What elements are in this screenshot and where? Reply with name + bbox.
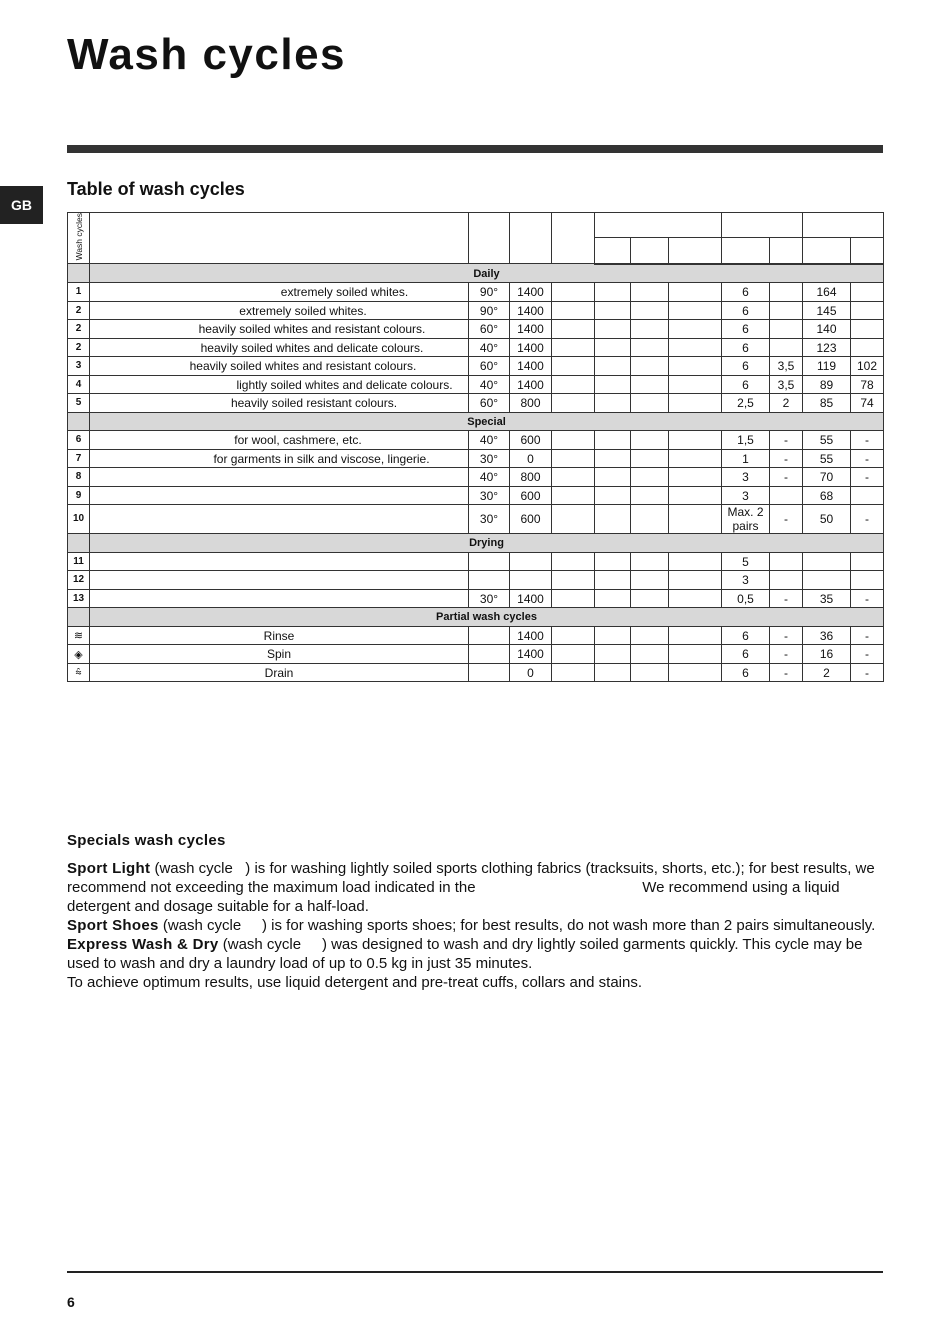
table-cell <box>770 301 803 320</box>
table-cell: 3 <box>722 468 770 487</box>
table-cell <box>631 486 669 505</box>
table-cell: 6 <box>722 338 770 357</box>
table-cell: - <box>851 589 884 608</box>
cycle-description <box>90 552 469 571</box>
page-number: 6 <box>67 1294 75 1310</box>
table-cell <box>469 552 510 571</box>
table-cell: 60° <box>469 357 510 376</box>
table-cell: 1400 <box>510 357 552 376</box>
table-cell: 600 <box>510 431 552 450</box>
table-cell <box>631 571 669 590</box>
table-cell: 55 <box>803 431 851 450</box>
header-temperature <box>469 213 510 264</box>
group-row <box>68 264 884 283</box>
table-cell <box>631 283 669 302</box>
cycle-number: 9 <box>68 486 90 505</box>
table-cell: 1400 <box>510 301 552 320</box>
table-cell: 2 <box>770 394 803 413</box>
table-cell <box>669 505 722 534</box>
group-row <box>68 534 884 553</box>
table-row <box>68 301 884 320</box>
table-body <box>68 264 884 682</box>
table-cell: - <box>851 449 884 468</box>
header-prewash <box>595 238 631 264</box>
table-cell: - <box>770 468 803 487</box>
table-row <box>68 468 884 487</box>
table-cell: 40° <box>469 375 510 394</box>
cycle-description: extremely soiled whites. <box>90 283 469 302</box>
table-cell <box>595 357 631 376</box>
table-row <box>68 663 884 682</box>
table-cell <box>770 486 803 505</box>
table-cell: 119 <box>803 357 851 376</box>
sport-shoes-text: (wash cycle ) is for washing sports shoes; for best results, do not wash more than 2 pairs simultaneously. <box>158 917 876 934</box>
table-cell <box>631 357 669 376</box>
table-cell <box>669 338 722 357</box>
table-cell <box>552 394 595 413</box>
table-cell <box>595 486 631 505</box>
table-cell: - <box>851 505 884 534</box>
table-cell: 1400 <box>510 320 552 339</box>
header-spin-speed <box>510 213 552 264</box>
table-cell <box>552 320 595 339</box>
table-cell <box>595 449 631 468</box>
header-cycle-duration <box>803 213 884 238</box>
table-cell <box>552 357 595 376</box>
table-cell <box>552 283 595 302</box>
cycle-number: 4 <box>68 375 90 394</box>
cycle-description: extremely soiled whites. <box>90 301 469 320</box>
table-cell: 40° <box>469 338 510 357</box>
table-cell <box>631 468 669 487</box>
cycle-number: 10 <box>68 505 90 534</box>
table-row <box>68 552 884 571</box>
table-cell: 1400 <box>510 589 552 608</box>
cycle-description: heavily soiled whites and resistant colours. <box>90 320 469 339</box>
table-cell <box>803 571 851 590</box>
rinse-icon <box>68 626 90 645</box>
header-load-dry <box>770 238 803 264</box>
table-cell: 6 <box>722 283 770 302</box>
table-cell: - <box>851 468 884 487</box>
table-cell <box>552 505 595 534</box>
table-cell <box>851 283 884 302</box>
table-cell: 6 <box>722 301 770 320</box>
table-cell: 60° <box>469 320 510 339</box>
table-cell <box>851 301 884 320</box>
table-cell <box>669 357 722 376</box>
table-cell <box>552 589 595 608</box>
table-cell <box>631 645 669 664</box>
table-cell: 55 <box>803 449 851 468</box>
table-cell <box>631 301 669 320</box>
table-cell <box>669 301 722 320</box>
specials-text <box>67 859 883 992</box>
table-row <box>68 571 884 590</box>
table-cell: 123 <box>803 338 851 357</box>
table-cell <box>595 320 631 339</box>
table-cell <box>669 589 722 608</box>
table-cell <box>552 626 595 645</box>
table-cell: 0,5 <box>722 589 770 608</box>
table-cell: 74 <box>851 394 884 413</box>
table-cell <box>770 552 803 571</box>
table-cell: 0 <box>510 449 552 468</box>
table-cell: 6 <box>722 645 770 664</box>
table-cell: - <box>770 645 803 664</box>
table-cell <box>770 571 803 590</box>
table-row <box>68 320 884 339</box>
table-cell: 90° <box>469 283 510 302</box>
drain-icon <box>68 663 90 682</box>
table-cell <box>631 394 669 413</box>
table-cell <box>631 449 669 468</box>
table-row <box>68 449 884 468</box>
table-cell: 600 <box>510 505 552 534</box>
cycle-description <box>90 589 469 608</box>
group-row <box>68 608 884 627</box>
sport-light-paragraph <box>67 859 883 916</box>
header-drying <box>552 213 595 264</box>
table-cell <box>595 589 631 608</box>
table-cell: - <box>851 645 884 664</box>
table-cell <box>552 375 595 394</box>
table-cell <box>669 394 722 413</box>
header-softener <box>669 238 722 264</box>
title-divider <box>67 145 883 153</box>
footer-divider <box>67 1271 883 1273</box>
table-cell <box>770 338 803 357</box>
page-title: Wash cycles <box>67 30 347 79</box>
table-cell <box>669 468 722 487</box>
header-description <box>90 213 469 264</box>
table-cell: 145 <box>803 301 851 320</box>
table-cell <box>552 468 595 487</box>
table-cell: 89 <box>803 375 851 394</box>
table-cell <box>595 338 631 357</box>
group-spacer <box>68 534 90 553</box>
table-cell: - <box>770 505 803 534</box>
table-cell <box>803 552 851 571</box>
table-cell: 1 <box>722 449 770 468</box>
table-cell: 164 <box>803 283 851 302</box>
table-cell: 50 <box>803 505 851 534</box>
cycle-description <box>90 468 469 487</box>
table-cell <box>595 375 631 394</box>
table-cell: 1400 <box>510 375 552 394</box>
table-cell <box>595 505 631 534</box>
group-spacer <box>68 412 90 431</box>
table-cell: - <box>770 663 803 682</box>
cycle-description: for garments in silk and viscose, lingerie. <box>90 449 469 468</box>
table-cell <box>631 552 669 571</box>
cycle-description <box>90 571 469 590</box>
sport-light-text: (wash cycle ) is for washing lightly soiled sports clothing fabrics (tracksuits, shorts, etc.); for best results, we recommend not exceeding the maximum load indicated in the We recommend using a liquid detergent and dosage suitable for a half-load. <box>67 860 879 915</box>
table-cell <box>595 431 631 450</box>
cycle-description: Rinse <box>90 626 469 645</box>
table-cell: 78 <box>851 375 884 394</box>
group-label: Daily <box>90 264 884 283</box>
table-cell: 0 <box>510 663 552 682</box>
table-cell <box>669 571 722 590</box>
table-cell <box>469 571 510 590</box>
cycle-number: 3 <box>68 357 90 376</box>
wash-cycles-table <box>67 212 884 682</box>
header-cycle-number: Wash cycles <box>68 213 90 264</box>
table-cell <box>770 283 803 302</box>
table-cell <box>669 375 722 394</box>
table-cell <box>595 663 631 682</box>
table-cell <box>669 663 722 682</box>
specials-heading: Specials wash cycles <box>67 832 226 849</box>
group-spacer <box>68 608 90 627</box>
table-cell: Max. 2 pairs <box>722 505 770 534</box>
cycle-description: lightly soiled whites and delicate colours. <box>90 375 469 394</box>
table-cell: 40° <box>469 431 510 450</box>
table-cell <box>851 552 884 571</box>
table-cell <box>631 663 669 682</box>
table-cell <box>552 645 595 664</box>
cycle-description <box>90 486 469 505</box>
table-cell <box>552 301 595 320</box>
table-cell: 800 <box>510 394 552 413</box>
table-cell <box>552 431 595 450</box>
cycle-description: heavily soiled whites and resistant colours. <box>90 357 469 376</box>
table-cell <box>552 552 595 571</box>
express-text: (wash cycle ) was designed to wash and dry lightly soiled garments quickly. This cycle may be used to wash and dry a laundry load of up to 0.5 kg in just 35 minutes. <box>67 936 867 972</box>
table-cell <box>669 552 722 571</box>
table-row <box>68 589 884 608</box>
table-cell <box>770 320 803 339</box>
cycle-number: 2 <box>68 338 90 357</box>
table-cell: - <box>851 663 884 682</box>
table-cell: 2,5 <box>722 394 770 413</box>
table-cell: 1,5 <box>722 431 770 450</box>
table-cell: 30° <box>469 486 510 505</box>
table-cell: - <box>851 431 884 450</box>
table-cell <box>631 589 669 608</box>
table-cell: 40° <box>469 468 510 487</box>
table-cell: - <box>851 626 884 645</box>
table-cell: 16 <box>803 645 851 664</box>
table-cell: - <box>770 449 803 468</box>
cycle-description: heavily soiled whites and delicate colours. <box>90 338 469 357</box>
table-cell: 1400 <box>510 338 552 357</box>
table-row <box>68 645 884 664</box>
table-row <box>68 505 884 534</box>
table-cell <box>631 431 669 450</box>
table-cell <box>851 571 884 590</box>
table-cell: 6 <box>722 663 770 682</box>
table-row <box>68 357 884 376</box>
cycle-description: for wool, cashmere, etc. <box>90 431 469 450</box>
table-cell <box>669 283 722 302</box>
table-cell <box>669 486 722 505</box>
group-label: Special <box>90 412 884 431</box>
drain-icon: ⩯ <box>75 667 82 680</box>
table-cell: 6 <box>722 626 770 645</box>
table-cell <box>469 663 510 682</box>
table-row <box>68 338 884 357</box>
table-cell: 3 <box>722 486 770 505</box>
table-cell: 102 <box>851 357 884 376</box>
cycle-number: 7 <box>68 449 90 468</box>
table-cell: 800 <box>510 468 552 487</box>
table-cell: 600 <box>510 486 552 505</box>
sport-shoes-paragraph <box>67 916 883 935</box>
table-cell <box>631 505 669 534</box>
group-label: Partial wash cycles <box>90 608 884 627</box>
table-cell <box>552 338 595 357</box>
group-spacer <box>68 264 90 283</box>
table-cell <box>510 552 552 571</box>
table-cell: 6 <box>722 375 770 394</box>
express-term: Express Wash & Dry <box>67 936 219 953</box>
cycle-number: 1 <box>68 283 90 302</box>
table-cell <box>595 468 631 487</box>
table-cell <box>631 320 669 339</box>
table-header <box>68 213 884 264</box>
table-cell: 90° <box>469 301 510 320</box>
table-cell <box>851 486 884 505</box>
table-cell: 36 <box>803 626 851 645</box>
table-cell: 1400 <box>510 283 552 302</box>
cycle-number: 2 <box>68 301 90 320</box>
table-cell <box>595 626 631 645</box>
table-cell <box>469 626 510 645</box>
express-paragraph <box>67 935 883 973</box>
table-cell <box>595 283 631 302</box>
optimum-results-paragraph: To achieve optimum results, use liquid detergent and pre-treat cuffs, collars and stains. <box>67 974 643 991</box>
table-cell: 6 <box>722 357 770 376</box>
section-title: Table of wash cycles <box>67 179 245 199</box>
cycle-number: 5 <box>68 394 90 413</box>
table-cell <box>851 320 884 339</box>
table-cell: - <box>770 589 803 608</box>
table-cell: - <box>770 626 803 645</box>
cycle-number: 2 <box>68 320 90 339</box>
header-load-wash <box>722 238 770 264</box>
table-cell: 2 <box>803 663 851 682</box>
table-cell <box>595 571 631 590</box>
table-row <box>68 431 884 450</box>
spin-icon <box>68 645 90 664</box>
table-cell: 30° <box>469 449 510 468</box>
cycle-number: 12 <box>68 571 90 590</box>
table-cell <box>595 394 631 413</box>
table-row <box>68 626 884 645</box>
spin-icon: ◈ <box>74 648 83 661</box>
table-cell <box>552 449 595 468</box>
cycle-number: 13 <box>68 589 90 608</box>
group-label: Drying <box>90 534 884 553</box>
table-cell: 6 <box>722 320 770 339</box>
table-cell <box>631 626 669 645</box>
rinse-icon: ≋ <box>73 630 84 643</box>
language-tab: GB <box>0 186 43 224</box>
cycle-number: 6 <box>68 431 90 450</box>
header-detergents <box>595 213 722 238</box>
cycle-number: 8 <box>68 468 90 487</box>
table-cell <box>669 645 722 664</box>
table-cell <box>595 645 631 664</box>
table-cell <box>631 338 669 357</box>
table-cell: 1400 <box>510 626 552 645</box>
table-cell <box>552 663 595 682</box>
cycle-description: Spin <box>90 645 469 664</box>
table-cell <box>669 626 722 645</box>
sport-light-term: Sport Light <box>67 860 151 877</box>
table-cell <box>669 449 722 468</box>
header-max-load <box>722 213 803 238</box>
table-row <box>68 394 884 413</box>
table-row <box>68 486 884 505</box>
table-cell <box>469 645 510 664</box>
table-cell: 60° <box>469 394 510 413</box>
group-row <box>68 412 884 431</box>
table-row <box>68 375 884 394</box>
table-cell <box>552 571 595 590</box>
cycle-number: 11 <box>68 552 90 571</box>
table-cell <box>631 375 669 394</box>
cycle-description: heavily soiled resistant colours. <box>90 394 469 413</box>
table-cell <box>595 552 631 571</box>
table-cell <box>595 301 631 320</box>
table-cell: 85 <box>803 394 851 413</box>
cycle-description: Drain <box>90 663 469 682</box>
cycle-description <box>90 505 469 534</box>
table-cell: 68 <box>803 486 851 505</box>
table-cell <box>552 486 595 505</box>
table-cell <box>669 431 722 450</box>
table-cell: 30° <box>469 589 510 608</box>
table-cell: 30° <box>469 505 510 534</box>
table-cell: 3 <box>722 571 770 590</box>
table-cell: - <box>770 431 803 450</box>
table-cell: 3,5 <box>770 375 803 394</box>
table-cell: 35 <box>803 589 851 608</box>
table-cell <box>510 571 552 590</box>
header-wash <box>631 238 669 264</box>
table-cell: 5 <box>722 552 770 571</box>
table-cell <box>851 338 884 357</box>
table-cell: 3,5 <box>770 357 803 376</box>
table-cell <box>669 320 722 339</box>
table-row <box>68 283 884 302</box>
table-cell: 140 <box>803 320 851 339</box>
header-duration-dry <box>851 238 884 264</box>
table-cell: 70 <box>803 468 851 487</box>
sport-shoes-term: Sport Shoes <box>67 917 159 934</box>
header-duration-wash <box>803 238 851 264</box>
table-cell: 1400 <box>510 645 552 664</box>
